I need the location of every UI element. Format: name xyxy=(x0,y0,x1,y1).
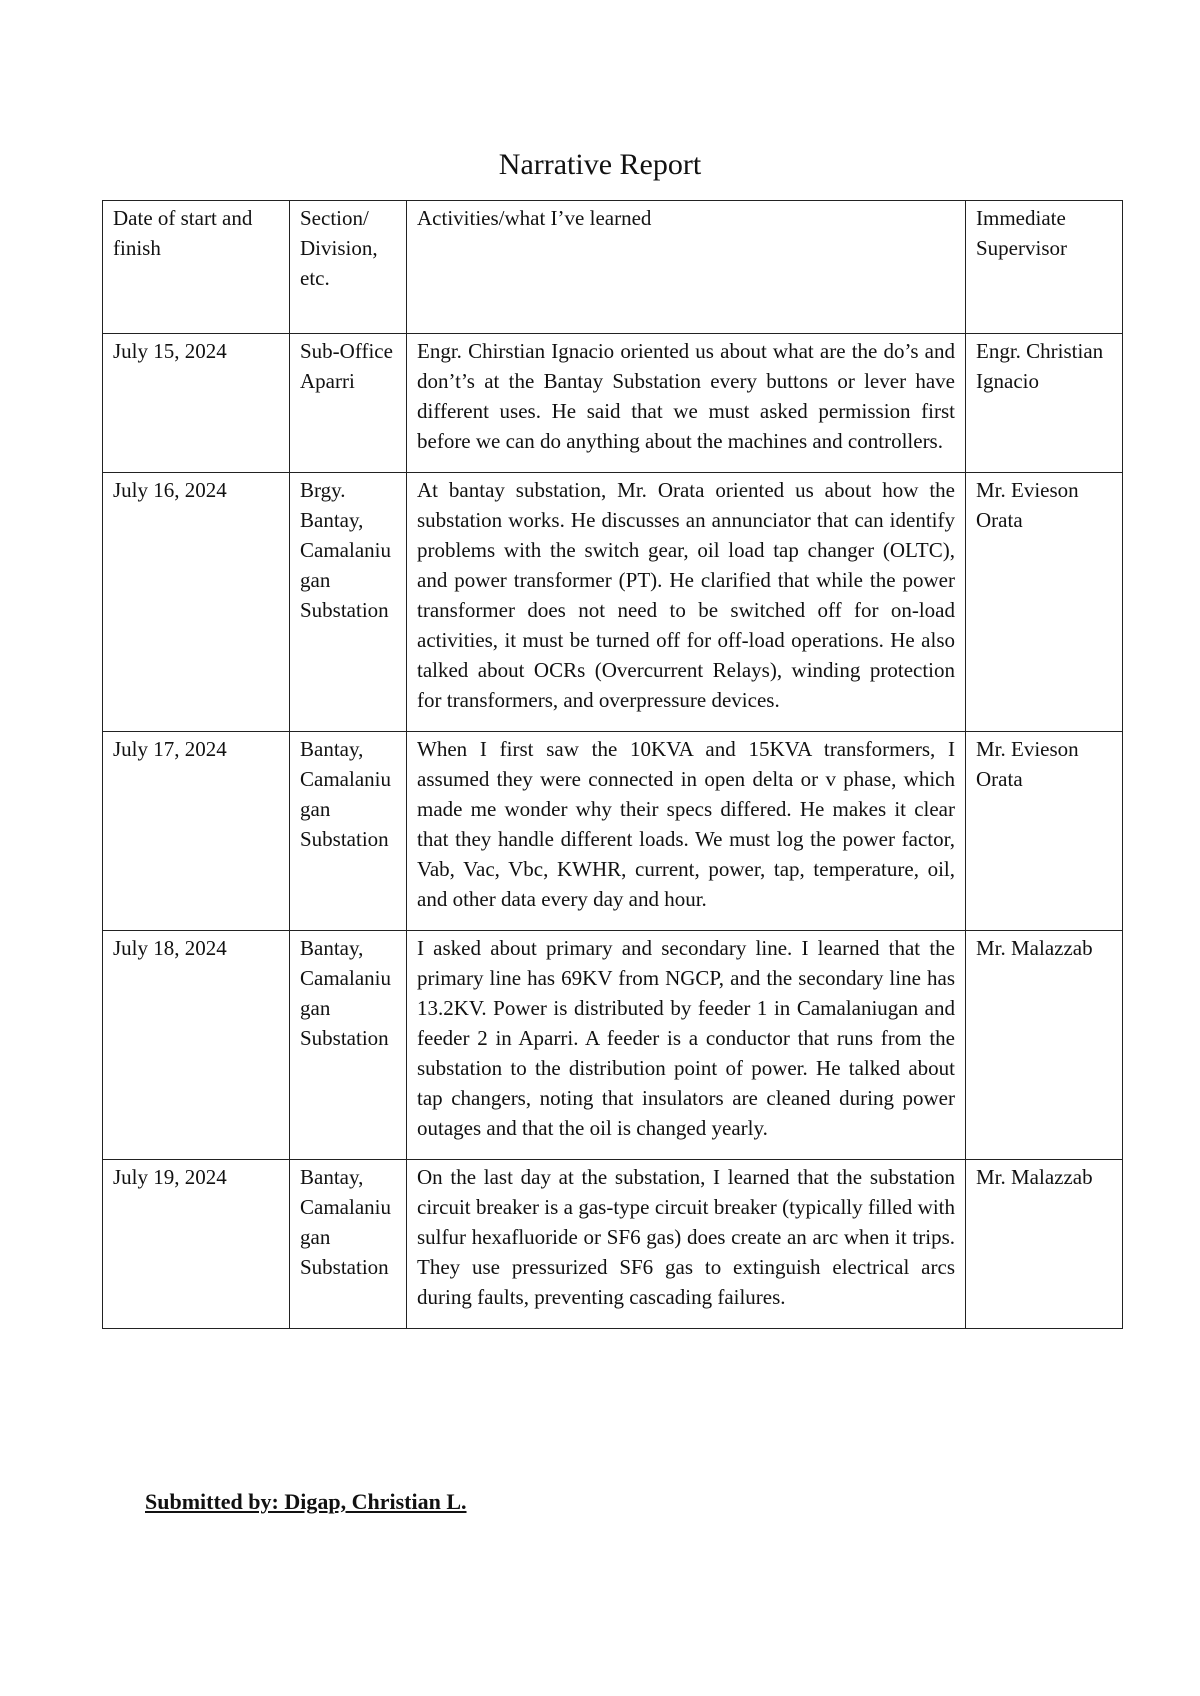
cell-section: Bantay, Camalaniugan Substation xyxy=(290,931,407,1160)
table-row xyxy=(103,334,1123,473)
cell-date: July 18, 2024 xyxy=(103,931,290,1160)
page-title: Narrative Report xyxy=(498,148,702,181)
table-row xyxy=(103,473,1123,732)
cell-supervisor: Mr. Evieson Orata xyxy=(966,473,1123,732)
submitted-by: Submitted by: Digap, Christian L. xyxy=(145,1489,467,1514)
table-row xyxy=(103,732,1123,931)
cell-date: July 19, 2024 xyxy=(103,1160,290,1329)
cell-supervisor: Mr. Malazzab xyxy=(966,1160,1123,1329)
cell-supervisor: Mr. Malazzab xyxy=(966,931,1123,1160)
cell-activity: I asked about primary and secondary line. I learned that the primary line has 69KV from NGCP, and the secondary line has 13.2KV. Power is distributed by feeder 1 in Camalaniugan and feeder 2 in Aparri. A feeder is a conductor that runs from the substation to the distribution point of power. He talked about tap changers, noting that insulators are cleaned during power outages and that the oil is changed yearly. xyxy=(407,931,966,1160)
header-section: Section/ Division, etc. xyxy=(290,201,407,334)
cell-supervisor: Engr. Christian Ignacio xyxy=(966,334,1123,473)
header-date: Date of start and finish xyxy=(103,201,290,334)
cell-section: Bantay, Camalaniugan Substation xyxy=(290,1160,407,1329)
cell-section: Sub-Office Aparri xyxy=(290,334,407,473)
cell-activity: On the last day at the substation, I learned that the substation circuit breaker is a gas-type circuit breaker (typically filled with sulfur hexafluoride or SF6 gas) does create an arc when it trips. They use pressurized SF6 gas to extinguish electrical arcs during faults, preventing cascading failures. xyxy=(407,1160,966,1329)
table-row xyxy=(103,1160,1123,1329)
cell-activity: When I first saw the 10KVA and 15KVA transformers, I assumed they were connected in open delta or v phase, which made me wonder why their specs differed. He makes it clear that they handle different loads. We must log the power factor, Vab, Vac, Vbc, KWHR, current, power, tap, temperature, oil, and other data every day and hour. xyxy=(407,732,966,931)
cell-date: July 16, 2024 xyxy=(103,473,290,732)
cell-date: July 17, 2024 xyxy=(103,732,290,931)
cell-activity: At bantay substation, Mr. Orata oriented us about how the substation works. He discusses an annunciator that can identify problems with the switch gear, oil load tap changer (OLTC), and power transformer (PT). He clarified that while the power transformer does not need to be switched off for on-load activities, it must be turned off for off-load operations. He also talked about OCRs (Overcurrent Relays), winding protection for transformers, and overpressure devices. xyxy=(407,473,966,732)
table-header-row xyxy=(103,201,1123,334)
cell-section: Bantay, Camalaniugan Substation xyxy=(290,732,407,931)
narrative-report-table xyxy=(102,200,1123,1329)
header-supervisor: Immediate Supervisor xyxy=(966,201,1123,334)
header-activity: Activities/what I’ve learned xyxy=(407,201,966,334)
cell-section: Brgy. Bantay, Camalaniugan Substation xyxy=(290,473,407,732)
cell-activity: Engr. Chirstian Ignacio oriented us about what are the do’s and don’t’s at the Bantay Substation every buttons or lever have different uses. He said that we must asked permission first before we can do anything about the machines and controllers. xyxy=(407,334,966,473)
cell-date: July 15, 2024 xyxy=(103,334,290,473)
cell-supervisor: Mr. Evieson Orata xyxy=(966,732,1123,931)
table-row xyxy=(103,931,1123,1160)
